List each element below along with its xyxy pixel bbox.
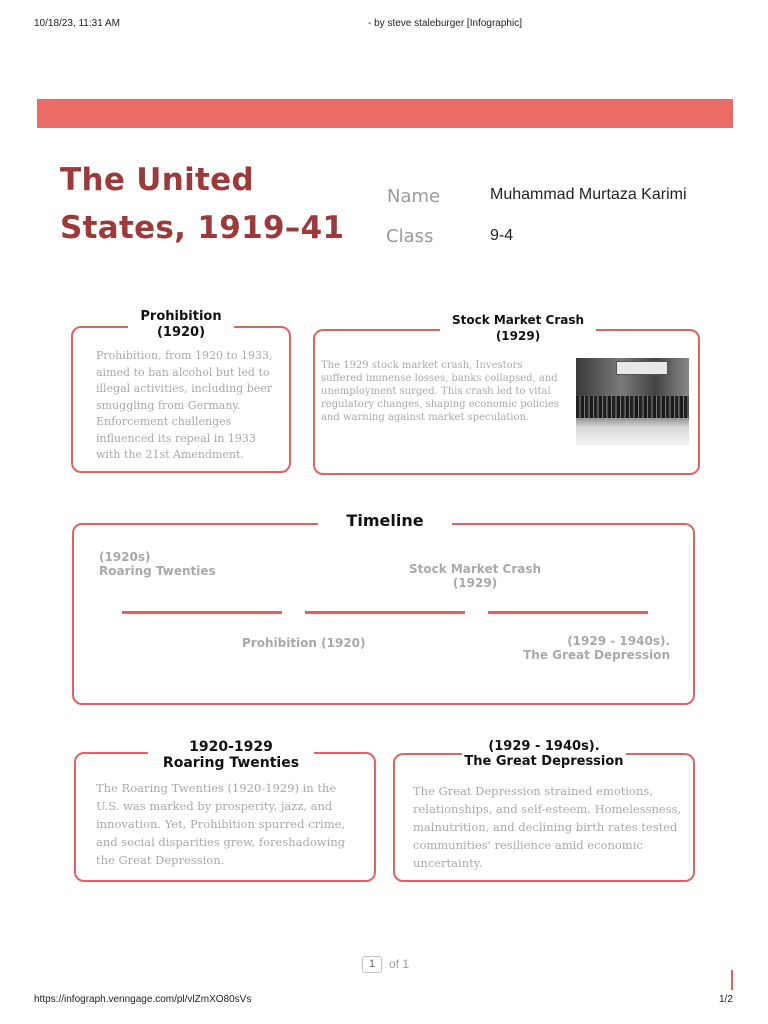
stock-crash-title	[440, 312, 596, 344]
page-count-label: of 1	[389, 957, 410, 971]
page-title-line2: States, 1919–41	[60, 210, 345, 246]
timeline-segment-2	[305, 611, 465, 614]
timeline-stock-crash-label: Stock Market Crash	[408, 562, 542, 576]
timeline-segment-1	[122, 611, 282, 614]
timeline-roaring-twenties-label: Roaring Twenties	[99, 564, 216, 578]
photo-sign	[616, 361, 668, 375]
name-label: Name	[387, 186, 441, 207]
great-depression-title-years: (1929 - 1940s).	[488, 739, 600, 754]
great-depression-title-label: The Great Depression	[464, 754, 624, 769]
timeline-title: Timeline	[318, 510, 452, 532]
class-label: Class	[386, 226, 434, 247]
print-page-number: 1/2	[719, 994, 733, 1005]
class-value: 9-4	[490, 227, 514, 244]
roaring-twenties-title-label: Roaring Twenties	[162, 755, 300, 771]
print-url: https://infograph.venngage.com/pl/vlZmXO80sVs	[34, 994, 252, 1005]
page-edge-marker	[731, 970, 733, 990]
bank-run-photo	[576, 358, 689, 445]
timeline-stock-crash-year: (1929)	[452, 576, 498, 590]
print-datetime: 10/18/23, 11:31 AM	[34, 18, 120, 29]
photo-crowd	[576, 396, 689, 418]
timeline-great-depression-year: (1929 - 1940s).	[567, 634, 670, 648]
timeline-prohibition: Prohibition (1920)	[242, 636, 366, 650]
great-depression-title	[462, 739, 626, 769]
prohibition-body: Prohibition, from 1920 to 1933, aimed to ban alcohol but led to illegal activities, including beer smuggling from Germany. Enforcement challenges influenced its repeal in 1933 with the 21st Amendment.	[96, 349, 273, 461]
roaring-twenties-body: The Roaring Twenties (1920-1929) in the U.S. was marked by prosperity, jazz, and innovation. Yet, Prohibition spurred crime, and social disparities grew, foreshadowing the Great Depression.	[96, 781, 346, 867]
prohibition-title-line2: (1920)	[156, 325, 206, 340]
great-depression-body: The Great Depression strained emotions, relationships, and self-esteem. Homelessness, malnutrition, and declining birth rates tested communities' resilience amid economic uncertainty.	[413, 784, 682, 870]
page-title	[60, 156, 360, 252]
timeline-great-depression-label: The Great Depression	[523, 648, 670, 662]
stock-crash-body: The 1929 stock market crash, Investors suffered immense losses, banks collapsed, and unemployment surged. This crash led to vital regulatory changes, shaping economic policies and warning against market speculation.	[321, 360, 559, 423]
timeline-great-depression	[520, 634, 670, 662]
timeline-roaring-twenties	[99, 550, 216, 578]
header-banner	[37, 99, 733, 128]
prohibition-title	[128, 309, 234, 341]
print-page-title: - by steve staleburger [Infographic]	[368, 18, 522, 29]
timeline-segment-3	[488, 611, 648, 614]
stock-crash-title-line2: (1929)	[495, 329, 541, 343]
timeline-roaring-twenties-year: (1920s)	[99, 550, 151, 564]
timeline-stock-crash	[400, 562, 550, 590]
page-number-input[interactable]: 1	[362, 956, 382, 973]
page-title-line1: The United	[60, 162, 254, 198]
prohibition-title-line1: Prohibition	[140, 309, 222, 324]
roaring-twenties-title	[148, 739, 314, 771]
name-value: Muhammad Murtaza Karimi	[490, 186, 687, 203]
stock-crash-title-line1: Stock Market Crash	[451, 313, 585, 327]
roaring-twenties-title-years: 1920-1929	[189, 739, 273, 755]
